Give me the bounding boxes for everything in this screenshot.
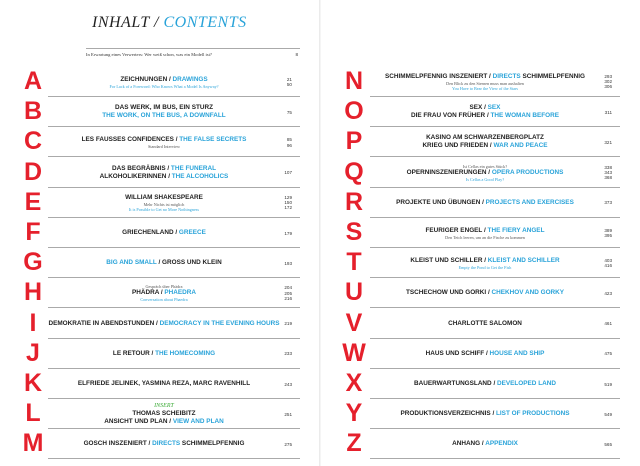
page-numbers <box>590 351 612 356</box>
intro-entry[interactable] <box>86 52 298 57</box>
page-numbers <box>590 412 612 417</box>
entry-title-de: DIE FRAU VON FRÜHER / <box>410 112 491 120</box>
entry-title-de: GOSCH INSZENIERT / <box>83 440 153 448</box>
entry-title-en: PROJECTS AND EXERCISES <box>485 198 574 206</box>
page-numbers <box>590 321 612 326</box>
entry-title-line <box>48 259 280 267</box>
section-letter: C <box>23 127 43 156</box>
toc-entry[interactable] <box>370 164 600 182</box>
entry-title-en: THE WORK, ON THE BUS, A DOWNFALL <box>102 112 226 120</box>
toc-entry[interactable] <box>370 289 600 297</box>
page-numbers <box>590 200 612 205</box>
entry-title-line <box>370 104 600 112</box>
divider <box>48 187 300 188</box>
entry-title-de: KASINO AM SCHWARZENBERGPLATZ <box>426 134 544 142</box>
entry-subtitle: Mehr Nichts ist möglich <box>143 201 185 207</box>
page-numbers <box>270 231 292 236</box>
entry-title-line <box>48 410 280 418</box>
divider <box>48 96 300 97</box>
divider <box>370 277 620 278</box>
page-title <box>92 14 247 32</box>
entry-title-line <box>48 173 280 181</box>
entry-title-de: DEMOKRATIE IN ABENDSTUNDEN / <box>48 319 160 327</box>
page-number: 389 <box>604 228 612 233</box>
divider <box>48 307 300 308</box>
entry-title-de: / GROSS UND KLEIN <box>156 259 222 267</box>
page-numbers <box>270 261 292 266</box>
entry-title-en: DIRECTS <box>492 73 521 80</box>
page-number: 233 <box>284 351 292 357</box>
entry-subtitle: Standard Interview <box>148 143 180 149</box>
section-letter: P <box>345 127 363 156</box>
title-en: CONTENTS <box>163 14 247 31</box>
toc-entry[interactable] <box>370 410 600 418</box>
page-number: 275 <box>284 441 292 447</box>
entry-title-line <box>370 320 600 328</box>
entry-title-de: BAUERWARTUNGSLAND / <box>414 380 497 387</box>
entry-subtitle: You Have to Bear the View of the Stars <box>451 86 518 91</box>
entry-title-en: SEX <box>487 104 501 112</box>
insert-label: INSERT <box>154 402 174 409</box>
entry-title-de: OPERNINSZENIERUNGEN / <box>406 168 492 176</box>
entry-title-en: THE FIERY ANGEL <box>487 226 545 234</box>
entry-title-en: THE HOMECOMING <box>155 349 216 357</box>
page-number: 343 <box>604 169 612 175</box>
toc-entry[interactable] <box>370 320 600 328</box>
section-letter: T <box>346 248 362 277</box>
page-number: 416 <box>604 263 612 269</box>
toc-entry[interactable] <box>370 440 600 448</box>
entry-title-en: PHAEDRA <box>164 289 197 297</box>
entry-title-line <box>48 136 280 144</box>
toc-entry[interactable] <box>370 257 600 270</box>
toc-entry[interactable] <box>48 165 280 181</box>
entry-subtitle: Gespräch über Phädra <box>145 284 183 290</box>
entry-title-line <box>370 410 600 418</box>
toc-entry[interactable] <box>48 104 280 120</box>
divider <box>48 338 300 339</box>
section-letter: N <box>344 67 364 95</box>
page-number: 321 <box>604 139 612 145</box>
page-number: 85 <box>286 137 292 143</box>
entry-title-en: THE WOMAN BEFORE <box>490 112 560 120</box>
section-letter: I <box>29 308 37 337</box>
page-number: 216 <box>284 295 292 301</box>
page-numbers <box>270 195 292 211</box>
page-numbers <box>590 442 612 447</box>
page-number: 519 <box>604 381 612 387</box>
divider <box>370 96 620 97</box>
entry-title-de: DAS BEGRÄBNIS / <box>111 164 171 172</box>
entry-title-de: SCHIMMELPFENNIG <box>180 440 245 448</box>
entry-title-de: KLEIST UND SCHILLER / <box>410 256 488 264</box>
entry-title-line <box>370 142 600 150</box>
entry-title-line <box>48 112 280 120</box>
page-number: 172 <box>284 205 292 211</box>
page-numbers <box>270 137 292 147</box>
entry-title-line <box>370 227 600 235</box>
entry-title-de: FEURIGER ENGEL / <box>425 226 488 234</box>
divider <box>48 428 300 429</box>
page-numbers <box>270 412 292 417</box>
toc-entry[interactable] <box>48 440 280 448</box>
page-number: 50 <box>286 82 292 88</box>
page-numbers <box>270 351 292 356</box>
entry-title-en: THE ALCOHOLICS <box>171 172 229 180</box>
entry-title-en: DRAWINGS <box>172 75 208 83</box>
entry-title-line <box>48 104 280 112</box>
divider <box>48 398 300 399</box>
page-numbers <box>270 321 292 326</box>
page-number: 293 <box>604 74 612 79</box>
entry-title-de: TSCHECHOW UND GORKI / <box>405 289 492 297</box>
toc-entry[interactable] <box>370 199 600 207</box>
entry-title-de: THOMAS SCHEIBITZ <box>132 409 196 417</box>
page-number: 549 <box>604 411 612 417</box>
entry-title-en: KLEIST AND SCHILLER <box>487 256 560 264</box>
entry-title-de: LE RETOUR / <box>112 349 156 357</box>
toc-entry[interactable] <box>48 259 280 267</box>
page-numbers <box>270 442 292 447</box>
section-letter: U <box>344 278 364 307</box>
entry-title-line <box>370 112 600 120</box>
page-number: 205 <box>284 290 292 296</box>
entry-title-de: ALKOHOLIKERINNEN / <box>99 172 172 180</box>
section-letter: W <box>342 338 366 367</box>
divider <box>48 247 300 248</box>
page-numbers <box>590 74 612 90</box>
section-letter: Q <box>344 157 364 186</box>
section-letter: E <box>24 187 42 216</box>
entry-title-de: SCHIMMELPFENNIG INSZENIERT / <box>385 73 493 80</box>
entry-title-de: GRIECHENLAND / <box>122 229 179 236</box>
divider <box>86 48 300 49</box>
page-number: 302 <box>604 79 612 85</box>
toc-entry[interactable] <box>370 73 600 91</box>
page-number: 179 <box>284 230 292 236</box>
entry-title-en: THE FALSE SECRETS <box>179 135 247 143</box>
entry-title-en: OPERA PRODUCTIONS <box>491 168 564 176</box>
intro-page: 8 <box>295 52 298 57</box>
page-numbers <box>590 382 612 387</box>
divider <box>370 217 620 218</box>
page-numbers <box>590 291 612 296</box>
entry-subtitle: Empty the Pond to Get the Fish <box>458 264 512 270</box>
section-letter: B <box>23 97 43 126</box>
entry-title-line <box>48 418 280 426</box>
entry-title-de: ANHANG / <box>452 440 486 448</box>
section-letter: V <box>345 308 363 337</box>
divider <box>370 398 620 399</box>
page-numbers <box>590 140 612 145</box>
entry-title-de: SCHIMMELPFENNIG <box>520 73 585 80</box>
section-letter: X <box>345 369 363 397</box>
section-letter: O <box>344 97 364 126</box>
toc-entry[interactable] <box>48 229 280 237</box>
entry-title-line <box>370 73 600 81</box>
page-number: 204 <box>284 285 292 291</box>
divider <box>370 458 620 459</box>
entry-title-en: DIRECTS <box>152 440 181 448</box>
divider <box>48 126 300 127</box>
page-number: 75 <box>286 109 292 115</box>
section-letter: G <box>23 248 43 277</box>
entry-title-line <box>48 320 280 328</box>
section-letter: Z <box>346 429 362 458</box>
page-number: 368 <box>604 175 612 180</box>
entry-title-en: VIEW AND PLAN <box>172 417 224 425</box>
entry-title-en: APPENDIX <box>485 440 518 448</box>
page-number: 193 <box>284 260 292 266</box>
page-number: 306 <box>604 84 612 90</box>
entry-title-en: HOUSE AND SHIP <box>489 349 545 357</box>
entry-title-de: ELFRIEDE JELINEK, YASMINA REZA, MARC RAVENHILL <box>77 380 251 387</box>
divider <box>48 156 300 157</box>
section-letter: H <box>23 278 43 307</box>
entry-title-line <box>48 76 280 84</box>
entry-title-line <box>370 440 600 448</box>
section-letter: F <box>25 218 41 246</box>
entry-title-line <box>370 350 600 358</box>
page-number: 403 <box>604 258 612 264</box>
entry-subtitle: Ist Cellas ein gutes Stück? <box>462 163 508 169</box>
entry-title-en: BIG AND SMALL <box>106 259 157 267</box>
entry-title-de: DAS WERK, IM BUS, EIN STURZ <box>115 104 213 112</box>
entry-subtitle: It is Possible to Get no More Nothingness <box>128 206 200 212</box>
divider <box>370 428 620 429</box>
divider <box>370 307 620 308</box>
divider <box>370 247 620 248</box>
entry-title-de: PHÄDRA / <box>131 289 165 297</box>
section-letter: D <box>23 157 43 186</box>
divider <box>370 187 620 188</box>
page-number: 21 <box>286 77 292 82</box>
toc-entry[interactable] <box>48 136 280 149</box>
page-numbers <box>590 228 612 238</box>
page-numbers <box>590 110 612 115</box>
entry-title-en: CHEKHOV AND GORKY <box>491 289 565 297</box>
page-numbers <box>270 77 292 87</box>
entry-title-en: DEVELOPED LAND <box>497 380 556 387</box>
entry-title-de: PROJEKTE UND ÜBUNGEN / <box>396 198 486 206</box>
page-number: 338 <box>604 164 612 170</box>
entry-title-de: SEX / <box>469 104 488 112</box>
entry-title-line <box>48 229 280 237</box>
page-number: 461 <box>604 321 612 327</box>
page-number: 373 <box>604 200 612 206</box>
section-letter: S <box>345 218 363 246</box>
entry-subtitle: For Lack of a Foreword: Who Knows What a Model Is Anyway? <box>109 83 219 89</box>
divider <box>370 126 620 127</box>
page-number: 423 <box>604 290 612 296</box>
section-letter: Y <box>345 399 363 428</box>
toc-entry[interactable] <box>48 350 280 358</box>
page-numbers <box>270 110 292 115</box>
book-gutter <box>319 0 321 466</box>
entry-title-line <box>48 289 280 297</box>
entry-title-en: GREECE <box>178 229 206 236</box>
entry-subtitle: Is Cellas a Good Play? <box>465 176 505 182</box>
divider <box>370 156 620 157</box>
page-number: 311 <box>604 109 612 115</box>
divider <box>48 368 300 369</box>
page-number: 395 <box>604 233 612 239</box>
entry-title-de: ANSICHT UND PLAN / <box>104 417 173 425</box>
section-letter: A <box>23 67 43 95</box>
page-number: 129 <box>284 194 292 200</box>
toc-entry[interactable] <box>48 194 280 212</box>
entry-title-line <box>370 289 600 297</box>
divider <box>48 217 300 218</box>
intro-text: In Erwartung eines Verwerters: Wer weiß schon, was ein Modell ist? <box>86 52 212 57</box>
title-separator: / <box>149 14 164 31</box>
page-number: 243 <box>284 381 292 387</box>
toc-entry[interactable] <box>370 104 600 120</box>
page-number: 565 <box>604 441 612 447</box>
entry-title-de: WILLIAM SHAKESPEARE <box>125 193 203 201</box>
entry-title-en: LIST OF PRODUCTIONS <box>496 410 570 418</box>
divider <box>48 277 300 278</box>
entry-title-de: ZEICHNUNGEN / <box>120 75 173 83</box>
divider <box>370 368 620 369</box>
entry-title-en: DEMOCRACY IN THE EVENING HOURS <box>159 319 280 327</box>
page-numbers <box>590 258 612 268</box>
page-number: 150 <box>284 200 292 205</box>
toc-entry[interactable] <box>48 403 280 426</box>
entry-title-de: KRIEG UND FRIEDEN / <box>422 142 494 150</box>
page-number: 96 <box>286 142 292 148</box>
section-letter: R <box>344 187 364 216</box>
page-number: 251 <box>284 411 292 417</box>
entry-title-de: PRODUKTIONSVERZEICHNIS / <box>400 410 496 418</box>
toc-entry[interactable] <box>48 380 280 388</box>
entry-title-line <box>370 169 600 177</box>
page-numbers <box>270 170 292 175</box>
section-letter: K <box>23 369 43 397</box>
page-numbers <box>270 382 292 387</box>
entry-title-line <box>48 440 280 448</box>
page-numbers <box>270 285 292 301</box>
entry-title-line <box>370 380 600 388</box>
divider <box>370 338 620 339</box>
page-number: 475 <box>604 351 612 357</box>
page-number: 219 <box>284 321 292 327</box>
section-letter: L <box>25 399 41 428</box>
toc-entry[interactable] <box>370 380 600 388</box>
entry-title-en: WAR AND PEACE <box>493 142 548 150</box>
entry-title-line <box>370 257 600 265</box>
entry-subtitle: Den Blick zu den Sternen muss man aushalten <box>446 81 524 86</box>
section-letter: J <box>26 338 40 367</box>
entry-title-line <box>370 199 600 207</box>
toc-entry[interactable] <box>48 284 280 302</box>
entry-subtitle: Conversation about Phaedra <box>140 297 188 303</box>
title-de: INHALT <box>92 14 150 31</box>
entry-title-de: HAUS UND SCHIFF / <box>425 349 490 357</box>
divider <box>48 458 300 459</box>
entry-title-line <box>370 134 600 142</box>
entry-title-de: LES FAUSSES CONFIDENCES / <box>81 135 180 143</box>
toc-entry[interactable] <box>48 76 280 89</box>
entry-title-line <box>48 350 280 358</box>
entry-subtitle: Den Teich leeren, um an die Fische zu kommen <box>445 234 525 240</box>
entry-title-en: THE FUNERAL <box>170 164 217 172</box>
page-number: 107 <box>284 170 292 176</box>
entry-title-line <box>48 165 280 173</box>
entry-title-line <box>48 380 280 388</box>
toc-entry[interactable] <box>370 227 600 240</box>
section-letter: M <box>22 429 44 458</box>
entry-title-de: CHARLOTTE SALOMON <box>448 319 522 327</box>
toc-entry[interactable] <box>370 134 600 150</box>
entry-title-line <box>48 194 280 202</box>
page-numbers <box>590 165 612 181</box>
toc-entry[interactable] <box>370 350 600 358</box>
toc-entry[interactable] <box>48 320 280 328</box>
